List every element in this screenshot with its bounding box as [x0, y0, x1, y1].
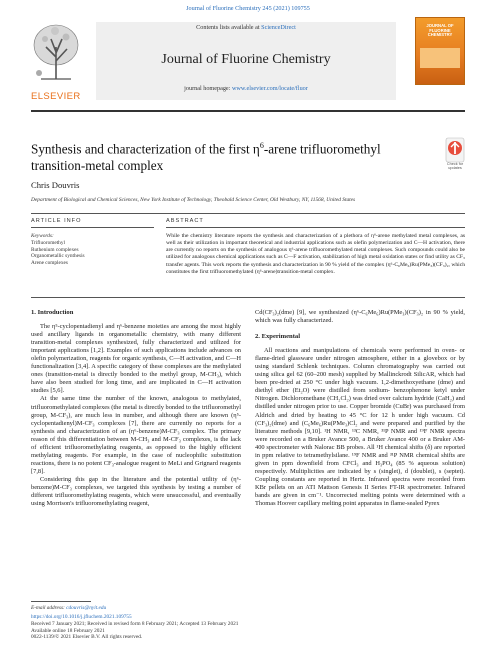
keyword-item: Trifluoromethyl [31, 240, 65, 246]
email-link[interactable]: cdouvris@nyit.edu [66, 605, 107, 611]
copyright: 0022-1139/© 2021 Elsevier B.V. All rights reserved. [31, 634, 143, 641]
contents-line [96, 24, 396, 31]
keyword-item: Arene complexes [31, 259, 68, 266]
body-paragraph: Cd(CF₃)₂(dme) [9], we synthesized (η⁶-C₆Me₆)Ru(PMe₃)(CF₃)₂ in 90 % yield, which was fully characterized. [255, 309, 465, 325]
info-divider-left [31, 227, 154, 228]
crossmark-label[interactable]: Check for updates [446, 162, 464, 171]
cover-graphic [420, 48, 460, 68]
elsevier-tree-logo-icon [31, 17, 81, 87]
publisher-logo-text: ELSEVIER [31, 91, 81, 102]
journal-masthead [31, 17, 465, 105]
journal-homepage-link[interactable]: www.elsevier.com/locate/fluor [231, 85, 308, 92]
abstract-divider-bottom [31, 297, 465, 298]
keyword-item: Ruthenium complexes [31, 246, 79, 253]
journal-title: Journal of Fluorine Chemistry [161, 52, 331, 67]
author-name: Chris Douvris [31, 180, 80, 190]
masthead-banner [96, 22, 396, 100]
crossmark-icon[interactable] [445, 137, 465, 163]
body-paragraph: Considering this gap in the literature and the potential utility of (η⁶-benzene)M-CF₃ complexes, we targeted this synthesis by testing a number of different trifluoromethylating reagents, which were unsuccessful, and eventually using Morrison's trifluoromethylating reagent, [31, 475, 241, 508]
section-heading-introduction: 1. Introduction [31, 309, 74, 316]
contents-prefix: Contents lists available at [196, 24, 262, 31]
journal-cover-thumbnail[interactable] [415, 17, 465, 85]
cover-title: JOURNAL OF FLUORINE CHEMISTRY [426, 23, 454, 38]
abstract-text: While the chemistry literature reports the synthesis and characterization of a plethora of η⁶-arene methylated metal complexes, as well as their utilization in important theoretical and industrial applications such as olefin polymerization and C—H activation, there are currently no reports on the synthesis of analogous η⁶-arene trifluoromethylated metal complexes. Such compounds could also be utilized for analogous chemical applications such as C—F activation, stabilization of high metal oxidation states or find utility as CF₃ transfer agents. This work reports the synthesis and characterization in 90 % yield of the complex (η⁶-C₆Me₆)Ru(PMe₃)(CF₃)₂, which constitutes the first trifluoromethylated (η⁶-arene)transition-metal complex. [166, 233, 465, 275]
body-paragraph: All reactions and manipulations of chemicals were performed in oven- or flame-dried glassware under nitrogen atmosphere, either in a glovebox or by using standard Schlenk techniques. Column chromatography was carried out using silica gel 62 (60–200 mesh) supplied by Mallinckrodt SilicAR, which had been pre-dried at 250 °C under high vacuum. 1,2-dimethoxyethane (dme) and diethyl ether (Et₂O) were distilled from sodium- benzophenone ketyl under Nitrogen. Dichloromethane (CH₂Cl₂) was dried over calcium hydride (CaH₂) and distilled under nitrogen prior to use. Copper bromide (CuBr) was purchased from Aldrich and dried by heating to 45 °C for 12 h under high vacuum. Cd (CF₃)₂(dme) and (C₆Me₆)Ru(PMe₃)Cl₂ and were prepared and purified by the literature methods [9,10]. ¹H NMR, ¹³C NMR, ³¹P NMR and ¹⁹F NMR spectra were recorded on a Bruker Avance 500, a Bruker Avance 400 or a Bruker AM-400 spectrometer with Nalorac BB probes. All ¹H chemical shifts (δ) are reported in ppm relative to tetramethylsilane. ¹⁹F NMR and ³¹P NMR chemical shifts are given in ppm downfield from CFCl₃ and H₃PO₄ (85 % aqueous solution) respectively. Multiplicities are indicated by s (singlet), d (doublet), s (septet). Coupling constants are reported in Hertz. Infrared spectra were recorded from KBr pellets on an ATI Mattson Genesis II Series FT-IR spectrometer. Infrared bands are given in cm⁻¹. Uncorrected melting points were determined with a Thomas Hoover capillary melting point apparatus in flame-sealed Pyrex [255, 347, 465, 508]
footnote-divider [31, 601, 91, 602]
homepage-prefix: journal homepage: [184, 85, 232, 92]
corresponding-email [31, 605, 106, 611]
body-column-right [255, 309, 465, 508]
masthead-divider [31, 110, 465, 112]
info-divider-top [31, 213, 465, 214]
running-head[interactable]: Journal of Fluorine Chemistry 245 (2021) 109755 [186, 5, 310, 12]
keywords-list [31, 240, 85, 266]
doi-link[interactable]: https://doi.org/10.1016/j.jfluchem.2021.109755 [31, 614, 132, 620]
abstract-heading: ABSTRACT [166, 218, 204, 224]
article-history [31, 614, 238, 641]
body-paragraph: At the same time the number of the known, analogous to methylated, trifluoromethylated complexes (the metal is directly bonded to the trifluoromethyl group, M-CF₃), are much less in number, and although there are known (η⁵-cyclopentadienyl)M-CF₃ complexes [7], there are currently no reports for a synthesis and characterization of an (η⁶-benzene)M-CF₃ complex. The primary reason of this differentiation between M-CH₃ and M-CF₃ complexes, is the lack of efficient trifluoromethylating reagents, as opposed to the highly efficient methylating reagents. For example, in the case of nucleophilic substitution reactions, there is no potent CF₃-analogue reagent to MeLi and Grignard reagents [7,8]. [31, 395, 241, 475]
received-dates: Received 7 January 2021; Received in revised form 8 February 2021; Accepted 13 February 2021 [31, 620, 239, 627]
body-paragraph: The η⁵-cyclopentadienyl and η⁶-benzene moieties are among the most highly used ancillary ligands in organometallic chemistry, with many different transition-metal complexes synthesized, fully characterized and utilized for important applications [1,2]. Examples of such applications include advances on olefin polymerization, reagents for organic synthesis, C—H activation, and C—H functionalization [3,4]. A specific category of these complexes are the methylated ones (transition-metal is directly bonded to the methyl group, M-CH₃), which have also been studied for long time, and are implicated in C—H activation studies [5,6]. [31, 323, 241, 395]
keyword-item: Organometallic synthesis [31, 253, 85, 260]
body-column-left [31, 309, 241, 508]
section-heading-experimental: 2. Experimental [255, 333, 301, 341]
article-title: Synthesis and characterization of the first $\eta^6$-arene trifluoromethyl transition-metal complex [31, 141, 381, 174]
available-online: Available online 18 February 2021 [31, 627, 105, 634]
email-label: E-mail address: [31, 605, 67, 611]
sciencedirect-link[interactable]: ScienceDirect [261, 24, 296, 31]
journal-homepage-line [96, 85, 396, 92]
info-divider-right [166, 227, 465, 228]
author-affiliation: Department of Biological and Chemical Sciences, New York Institute of Technology, Theobald Science Center, Old Westbury, NY, 11568, United States [31, 197, 356, 203]
article-info-heading: ARTICLE INFO [31, 218, 82, 224]
keywords-label: Keywords: [31, 233, 54, 239]
